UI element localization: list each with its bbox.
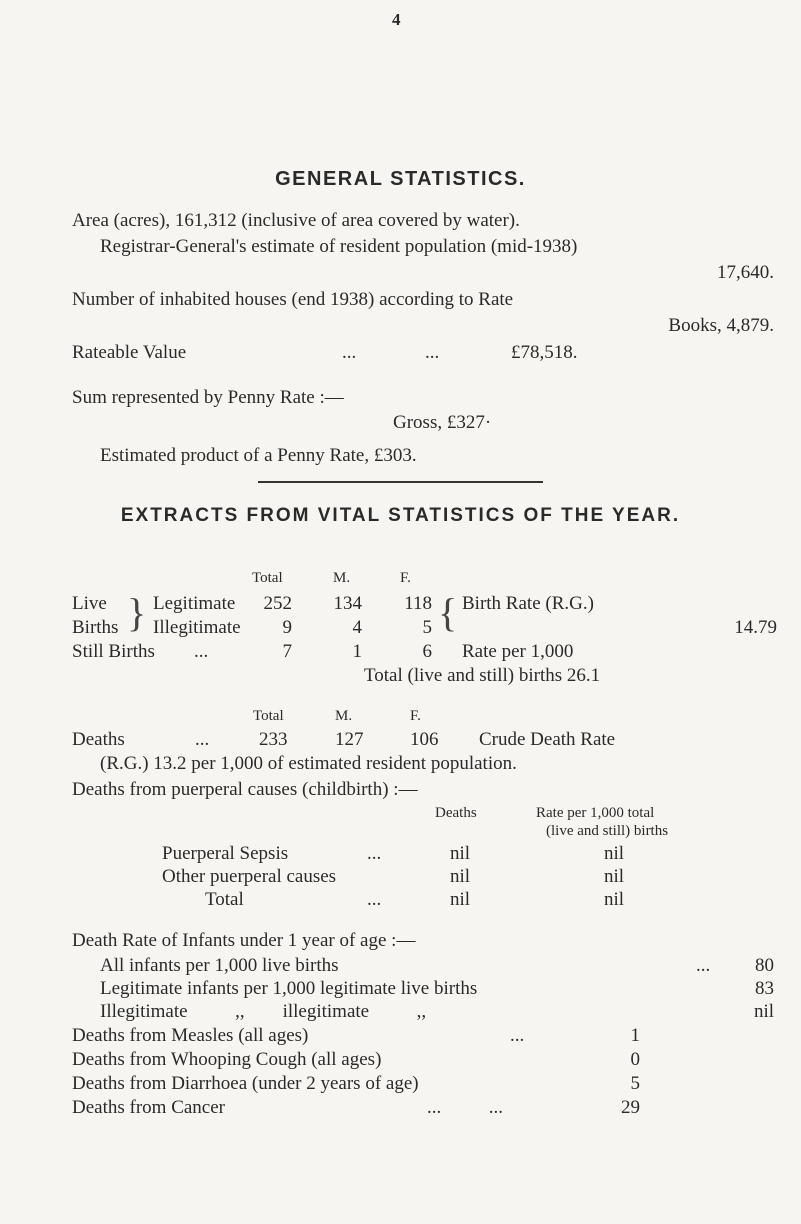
puerperal-row-label: Other puerperal causes [162, 866, 337, 887]
puerperal-row-label: Puerperal Sepsis [162, 843, 289, 864]
puerperal-row-dots: ... [367, 843, 382, 864]
puerperal-row-rate: nil [604, 843, 625, 864]
population-line: Registrar-General's estimate of resident population (mid-1938) [100, 236, 578, 257]
left-brace: } [127, 590, 147, 635]
cause-row-value: 1 [630, 1025, 640, 1046]
birth-rate-value: 14.79 [734, 617, 777, 638]
still-rate-label: Rate per 1,000 [462, 641, 574, 662]
right-brace: { [438, 590, 458, 635]
rateable-label: Rateable Value [72, 342, 187, 363]
infant-intro: Death Rate of Infants under 1 year of age :— [72, 930, 416, 951]
deaths-header-m: M. [335, 708, 353, 724]
births-header-total: Total [252, 570, 283, 586]
still-rate-total: Total (live and still) births 26.1 [364, 665, 601, 686]
puerperal-row-label: Total [205, 889, 244, 910]
estimated-product: Estimated product of a Penny Rate, £303. [100, 445, 417, 466]
infant-row-value: 83 [755, 978, 774, 999]
puerperal-row-rate: nil [604, 889, 625, 910]
puerperal-row-deaths: nil [450, 843, 471, 864]
population-value: 17,640. [717, 262, 774, 283]
puerperal-col-rate: Rate per 1,000 total [536, 805, 655, 821]
births-header-m: M. [333, 570, 351, 586]
cause-row-label: Deaths from Whooping Cough (all ages) [72, 1049, 382, 1070]
still-births-m: 1 [352, 641, 362, 662]
deaths-label: Deaths [72, 729, 125, 750]
illegitimate-f: 5 [422, 617, 432, 638]
live-label: Live [72, 593, 107, 614]
legitimate-m: 134 [333, 593, 362, 614]
infant-row-value: nil [753, 1001, 774, 1022]
birth-rate-label: Birth Rate (R.G.) [462, 593, 594, 614]
legitimate-label: Legitimate [153, 593, 236, 614]
illegitimate-m: 4 [352, 617, 362, 638]
infant-row-label: Illegitimate ,, illegitimate ,, [100, 1001, 427, 1022]
legitimate-f: 118 [404, 593, 432, 614]
penny-rate-label: Sum represented by Penny Rate :— [72, 387, 344, 408]
divider [258, 481, 543, 483]
cause-row-value: 5 [630, 1073, 640, 1094]
houses-line: Number of inhabited houses (end 1938) according to Rate [72, 289, 514, 310]
rateable-dots: ... [342, 342, 357, 363]
houses-books: Books, 4,879. [668, 315, 774, 336]
section-title: EXTRACTS FROM VITAL STATISTICS OF THE YEAR. [120, 505, 681, 526]
deaths-dots: ... [195, 729, 210, 750]
still-births-label: Still Births [72, 641, 155, 662]
cause-row-value: 29 [621, 1097, 640, 1118]
births-header-f: F. [400, 570, 411, 586]
cause-row-value: 0 [630, 1049, 640, 1070]
page-number: 4 [392, 10, 401, 29]
puerperal-col-rate: (live and still) births [546, 823, 669, 839]
cause-row-dots: ... [510, 1025, 525, 1046]
puerperal-col-deaths: Deaths [435, 805, 477, 821]
puerperal-row-deaths: nil [450, 889, 471, 910]
deaths-header-f: F. [410, 708, 421, 724]
rateable-value: £78,518. [511, 342, 578, 363]
puerperal-row-deaths: nil [450, 866, 471, 887]
puerperal-row-dots: ... [367, 889, 382, 910]
births-label: Births [72, 617, 119, 638]
legitimate-total: 252 [263, 593, 292, 614]
infant-row-label: All infants per 1,000 live births [100, 955, 339, 976]
area-line: Area (acres), 161,312 (inclusive of area covered by water). [72, 210, 520, 231]
cause-row-dots: ... ... [427, 1097, 503, 1118]
cause-row-label: Deaths from Measles (all ages) [72, 1025, 309, 1046]
deaths-m: 127 [335, 729, 364, 750]
still-births-dots: ... [194, 641, 209, 662]
penny-gross: Gross, £327· [393, 412, 492, 433]
still-births-total: 7 [282, 641, 292, 662]
still-births-f: 6 [422, 641, 432, 662]
illegitimate-label: Illegitimate [153, 617, 241, 638]
rateable-dots: ... [425, 342, 440, 363]
deaths-total: 233 [259, 729, 288, 750]
cause-row-label: Deaths from Cancer [72, 1097, 225, 1118]
crude-death-rate-label: Crude Death Rate [479, 729, 616, 750]
puerperal-intro: Deaths from puerperal causes (childbirth) :— [72, 779, 418, 800]
crude-death-rate-line: (R.G.) 13.2 per 1,000 of estimated resident population. [100, 753, 517, 774]
infant-row-dots: ... [696, 955, 711, 976]
infant-row-label: Legitimate infants per 1,000 legitimate live births [100, 978, 478, 999]
infant-row-value: 80 [755, 955, 774, 976]
deaths-f: 106 [410, 729, 439, 750]
illegitimate-total: 9 [282, 617, 292, 638]
deaths-header-total: Total [253, 708, 284, 724]
page-title: GENERAL STATISTICS. [275, 168, 526, 190]
cause-row-label: Deaths from Diarrhoea (under 2 years of age) [72, 1073, 419, 1094]
puerperal-row-rate: nil [604, 866, 625, 887]
